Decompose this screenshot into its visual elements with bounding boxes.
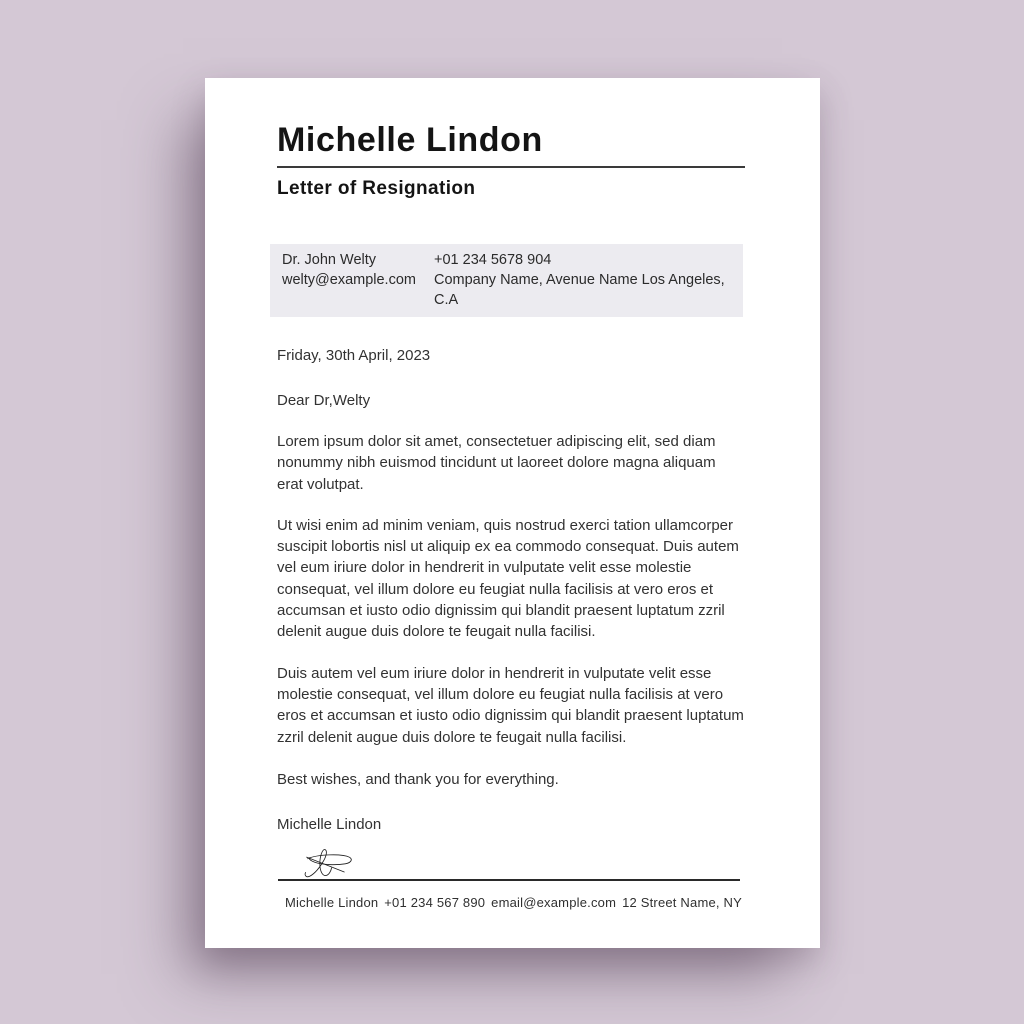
salutation: Dear Dr,Welty xyxy=(277,391,371,409)
body-paragraph: Duis autem vel eum iriure dolor in hendrerit in vulputate velit esse molestie consequat, vel illum dolore eu feugiat nulla facilisis at vero eros et accumsan et iusto odio dignissim qui blandit praesent luptatum zzril delenit augue duis dolore te feugait nulla facilisi. xyxy=(277,664,744,746)
footer-name: Michelle Lindon xyxy=(285,895,379,910)
recipient-info-box xyxy=(270,244,743,317)
closing-line: Best wishes, and thank you for everything. xyxy=(277,770,559,788)
letter-footer xyxy=(277,879,745,910)
signature-scribble xyxy=(277,847,381,879)
letter-page xyxy=(205,78,820,948)
footer-phone: +01 234 567 890 xyxy=(384,895,486,910)
letter-subtitle: Letter of Resignation xyxy=(277,178,476,200)
signer-name: Michelle Lindon xyxy=(277,816,382,834)
recipient-name: Dr. John Welty xyxy=(282,252,377,269)
recipient-address: Company Name, Avenue Name Los Angeles, C.A xyxy=(434,272,725,309)
footer-contact-row xyxy=(285,895,742,910)
footer-email: email@example.com xyxy=(491,895,617,910)
recipient-contact-column xyxy=(282,250,434,310)
body-paragraph: Lorem ipsum dolor sit amet, consectetuer adipiscing elit, sed diam nonummy nibh euismod tincidunt ut laoreet dolore magna aliquam erat volutpat. xyxy=(277,432,716,493)
title-divider xyxy=(277,166,745,168)
recipient-company-column xyxy=(434,250,731,310)
recipient-phone: +01 234 5678 904 xyxy=(434,252,552,269)
page-title: Michelle Lindon xyxy=(277,121,543,159)
body-paragraph: Ut wisi enim ad minim veniam, quis nostrud exerci tation ullamcorper suscipit lobortis nisl ut aliquip ex ea commodo consequat. Duis autem vel eum iriure dolor in hendrerit in vulputate velit esse molestie consequat, vel illum dolore eu feugiat nulla facilisis at vero eros et accumsan et iusto odio dignissim qui blandit praesent luptatum zzril delenit augue duis dolore te feugait nulla facilisi. xyxy=(277,516,739,641)
footer-divider xyxy=(278,879,740,881)
letter-body xyxy=(277,317,745,835)
recipient-email: welty@example.com xyxy=(282,272,416,289)
letter-date: Friday, 30th April, 2023 xyxy=(277,347,431,365)
footer-address: 12 Street Name, NY xyxy=(622,895,742,910)
